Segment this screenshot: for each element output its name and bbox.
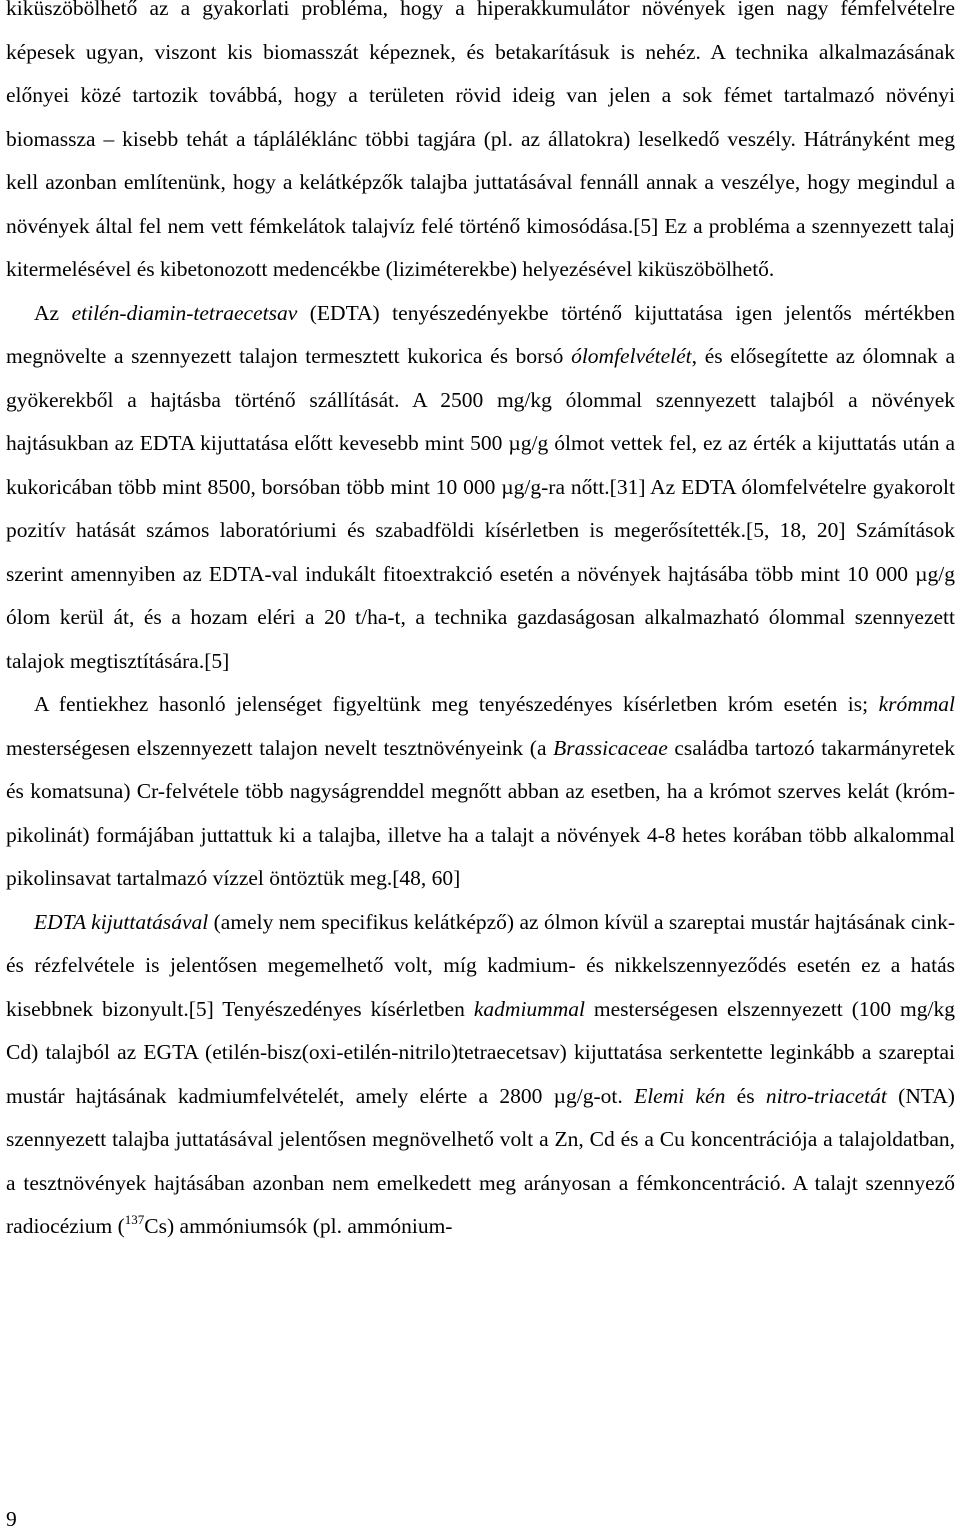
text-run: kiküszöbölhető az a gyakorlati probléma, hogy a hiperakkumulátor növények igen nagy fémfelvételre képesek ugyan, viszont kis biomasszát képeznek, és betakarításuk is nehéz. A technika alkalmazásának előnyei közé tartozik továbbá, hogy a területen rövid ideig van jelen a sok fémet tartalmazó növényi biomassza – kisebb tehát a tápláléklánc többi tagjára (pl. az állatokra) leselkedő veszély. Hátrányként meg kell azonban említenünk, hogy a kelátképzők talajba juttatásával fennáll annak a veszélye, hogy megindul a növények által fel nem vett fémkelátok talajvíz felé történő kimosódása.[5] Ez a probléma a szennyezett talaj kitermelésével és kibetonozott medencékbe (liziméterekbe) helyezésével kiküszöbölhető.: [6, 0, 955, 281]
text-run: (NTA) szennyezett talajba juttatásával jelentősen megnövelhető volt a Zn, Cd és a Cu koncentrációja a talajoldatban, a tesztnövények hajtásában azonban nem emelkedett meg arányosan a fémkoncentráció. A talajt szennyező radiocézium (: [6, 1083, 955, 1238]
paragraph: [6, 0, 955, 292]
text-run: családba tartozó takarmányretek és komatsuna) Cr-felvétele több nagyságrenddel megnőtt abban az esetben, ha a krómot szerves kelát (króm-pikolinát) formájában juttattuk ki a talajba, illetve ha a talajt a növények 4-8 hetes korában több alkalommal pikolinsavat tartalmazó vízzel öntöztük meg.[48, 60]: [6, 735, 956, 890]
paragraph: [6, 901, 955, 1249]
italic-text: ólomfelvételét: [571, 344, 692, 368]
text-run: Az: [34, 300, 72, 325]
body-text: [6, 0, 955, 1249]
italic-text: EDTA kijuttatásával: [34, 909, 209, 934]
document-page: [6, 0, 955, 1249]
text-run: mesterségesen elszennyezett talajon nevelt tesztnövényeink (a: [6, 735, 554, 760]
text-run: Cs) ammóniumsók (pl. ammónium-: [144, 1214, 453, 1238]
paragraph: [6, 292, 955, 684]
italic-text: Elemi kén: [634, 1083, 726, 1108]
italic-text: nitro-triacetát: [765, 1083, 887, 1108]
text-run: (amely nem specifikus kelátképző) az ólmon kívül a szareptai mustár hajtásának cink- és rézfelvétele is jelentősen megemelhető volt, míg kadmium- és nikkelszennyeződés esetén ez a hatás kisebbnek bizonyult.[5] Tenyészedényes kísérletben: [6, 909, 955, 1021]
italic-text: krómmal: [878, 692, 955, 716]
text-run: mesterségesen elszennyezett (100 mg/kg Cd) talajból az EGTA (etilén-bisz(oxi-etilén-nitrilo)tetraecetsav) kijuttatása serkentette leginkább a szareptai mustár hajtásának kadmiumfelvételét, amely elérte a 2800 µg/g-ot.: [6, 996, 955, 1108]
italic-text: etilén-diamin-tetraecetsav: [71, 300, 298, 325]
text-run: , és elősegítette az ólomnak a gyökerekből a hajtásba történő szállítását. A 2500 mg/kg ólommal szennyezett talajból a növények hajtásukban az EDTA kijuttatása előtt kevesebb mint 500 µg/g ólmot vettek fel, ez az érték a kijuttatás után a kukoricában több mint 8500, borsóban több mint 10 000 µg/g-ra nőtt.[31] Az EDTA ólomfelvételre gyakorolt pozitív hatását számos laboratóriumi és szabadföldi kísérletben is megerősítették.[5, 18, 20] Számítások szerint amennyiben az EDTA-val indukált fitoextrakció esetén a növények hajtásába több mint 10 000 µg/g ólom kerül át, és a hozam eléri a 20 t/ha-t, a technika gazdaságosan alkalmazható ólommal szennyezett talajok megtisztítására.[5]: [6, 344, 955, 673]
text-run: A fentiekhez hasonló jelenséget figyeltünk meg tenyészedényes kísérletben króm esetén is;: [34, 692, 879, 716]
text-run: és: [725, 1083, 766, 1108]
superscript: 137: [124, 1212, 145, 1227]
paragraph: [6, 683, 955, 901]
page-number: 9: [6, 1507, 17, 1531]
italic-text: kadmiummal: [473, 996, 585, 1021]
text-run: (EDTA) tenyészedényekbe történő kijuttatása igen jelentős mértékben megnövelte a szennyezett talajon termesztett kukorica és borsó: [6, 300, 955, 368]
italic-text: Brassicaceae: [553, 735, 668, 760]
